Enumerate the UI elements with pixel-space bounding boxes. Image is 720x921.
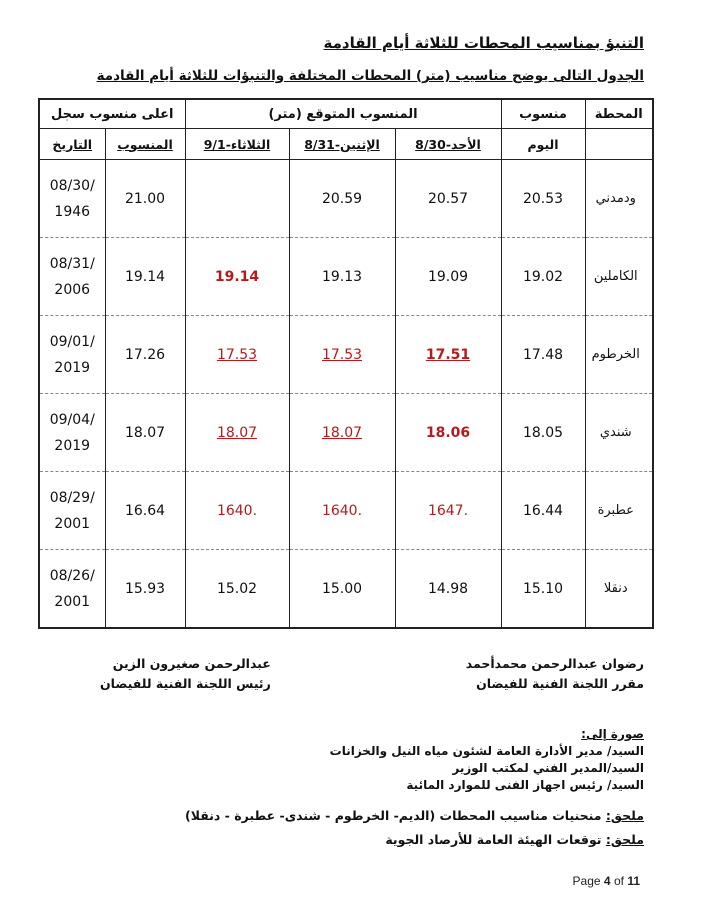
chairman-role: رئيس اللجنة الفنية للفيضان xyxy=(100,676,271,691)
record-date-line2: 1946 xyxy=(54,203,91,220)
record-level: 21.00 xyxy=(105,160,185,238)
station-name: الكاملين xyxy=(585,238,653,316)
today-level: 17.48 xyxy=(501,316,585,394)
record-date xyxy=(39,394,105,472)
forecast-day3: 15.02 xyxy=(185,550,289,629)
header-record-group: اعلى منسوب سجل xyxy=(39,99,185,129)
header-today-bottom: اليوم xyxy=(501,129,585,160)
table-header-row-1 xyxy=(39,99,653,129)
record-date xyxy=(39,238,105,316)
header-station: المحطة xyxy=(585,99,653,129)
attachment-label: ملحق: xyxy=(605,808,644,823)
forecast-day1: .1647 xyxy=(395,472,501,550)
record-date-line1: 09/01/ xyxy=(49,333,95,350)
record-date-line1: 08/31/ xyxy=(49,255,95,272)
record-date-line1: 09/04/ xyxy=(49,411,95,428)
signature-chairman xyxy=(100,654,271,694)
record-date xyxy=(39,316,105,394)
header-day2: الإثنين-8/31 xyxy=(289,129,395,160)
record-date-line1: 08/26/ xyxy=(49,567,95,584)
header-record-date: التاريخ xyxy=(39,129,105,160)
record-date-line2: 2019 xyxy=(54,359,91,376)
record-level: 19.14 xyxy=(105,238,185,316)
table-row xyxy=(39,472,653,550)
station-name: الخرطوم xyxy=(585,316,653,394)
record-date-line2: 2001 xyxy=(54,593,91,610)
header-record-level: المنسوب xyxy=(105,129,185,160)
copies-block xyxy=(330,726,644,794)
record-date-line1: 08/29/ xyxy=(49,489,95,506)
today-level: 20.53 xyxy=(501,160,585,238)
today-level: 16.44 xyxy=(501,472,585,550)
record-date-line1: 08/30/ xyxy=(49,177,95,194)
attachment-label: ملحق: xyxy=(605,832,644,847)
header-forecast-group: المنسوب المتوقع (متر) xyxy=(185,99,501,129)
table-row xyxy=(39,316,653,394)
copies-heading: صورة إلى: xyxy=(581,727,644,741)
record-level: 17.26 xyxy=(105,316,185,394)
attachment-1 xyxy=(185,808,644,823)
forecast-day3: 19.14 xyxy=(185,238,289,316)
attachment-text: توقعات الهيئة العامة للأرصاد الجوية xyxy=(385,832,602,847)
record-date-line2: 2006 xyxy=(54,281,91,298)
header-station-blank xyxy=(585,129,653,160)
record-date xyxy=(39,160,105,238)
forecast-day1: 17.51 xyxy=(395,316,501,394)
today-level: 18.05 xyxy=(501,394,585,472)
forecast-day1: 19.09 xyxy=(395,238,501,316)
today-level: 19.02 xyxy=(501,238,585,316)
table-row xyxy=(39,394,653,472)
forecast-day2: 20.59 xyxy=(289,160,395,238)
station-name: ودمدني xyxy=(585,160,653,238)
today-level: 15.10 xyxy=(501,550,585,629)
forecast-day2: 18.07 xyxy=(289,394,395,472)
forecast-day1: 14.98 xyxy=(395,550,501,629)
page-prefix: Page xyxy=(572,874,601,888)
forecast-day1: 18.06 xyxy=(395,394,501,472)
station-name: عطبرة xyxy=(585,472,653,550)
table-row xyxy=(39,238,653,316)
record-date-line2: 2001 xyxy=(54,515,91,532)
forecast-day3: 17.53 xyxy=(185,316,289,394)
page-of: of xyxy=(613,874,624,888)
attachment-2 xyxy=(385,832,644,847)
document-subtitle: الجدول التالى يوضح مناسيب (متر) المحطات المختلفة والتنبؤات للثلاثة أيام القادمة xyxy=(96,68,644,84)
page-number xyxy=(573,874,640,888)
copies-line: السيد/ رئيس اجهاز الفنى للموارد المائية xyxy=(406,778,644,792)
chairman-name: عبدالرحمن صغيرون الزين xyxy=(112,656,271,671)
station-name: دنقلا xyxy=(585,550,653,629)
copies-line: السيد/المدير الفني لمكتب الوزير xyxy=(452,761,644,775)
forecast-day2: 19.13 xyxy=(289,238,395,316)
page-current: 4 xyxy=(603,874,611,888)
forecast-day1: 20.57 xyxy=(395,160,501,238)
header-day1: الأحد-8/30 xyxy=(395,129,501,160)
forecast-day3 xyxy=(185,160,289,238)
table-header-row-2 xyxy=(39,129,653,160)
record-level: 18.07 xyxy=(105,394,185,472)
forecast-day2: .1640 xyxy=(289,472,395,550)
page-total: 11 xyxy=(627,874,640,888)
record-level: 16.64 xyxy=(105,472,185,550)
record-date xyxy=(39,472,105,550)
water-levels-table xyxy=(38,98,654,629)
rapporteur-role: مقرر اللجنة الفنية للفيضان xyxy=(476,676,644,691)
copies-line: السيد/ مدير الأدارة العامة لشئون مياه النيل والخزانات xyxy=(329,744,644,758)
header-today-top: منسوب xyxy=(501,99,585,129)
forecast-day2: 17.53 xyxy=(289,316,395,394)
station-name: شندي xyxy=(585,394,653,472)
table-row xyxy=(39,160,653,238)
forecast-day3: 18.07 xyxy=(185,394,289,472)
attachment-text: منحنيات مناسيب المحطات (الديم- الخرطوم - شندى- عطبرة - دنقلا) xyxy=(185,808,602,823)
record-date xyxy=(39,550,105,629)
record-date-line2: 2019 xyxy=(54,437,91,454)
forecast-day3: .1640 xyxy=(185,472,289,550)
signature-rapporteur xyxy=(466,654,644,694)
record-level: 15.93 xyxy=(105,550,185,629)
forecast-day2: 15.00 xyxy=(289,550,395,629)
table-row xyxy=(39,550,653,629)
rapporteur-name: رضوان عبدالرحمن محمدأحمد xyxy=(465,656,644,671)
document-title: التنبؤ بمناسيب المحطات للثلاثة أيام القادمة xyxy=(323,34,644,52)
header-day3: الثلاثاء-9/1 xyxy=(185,129,289,160)
